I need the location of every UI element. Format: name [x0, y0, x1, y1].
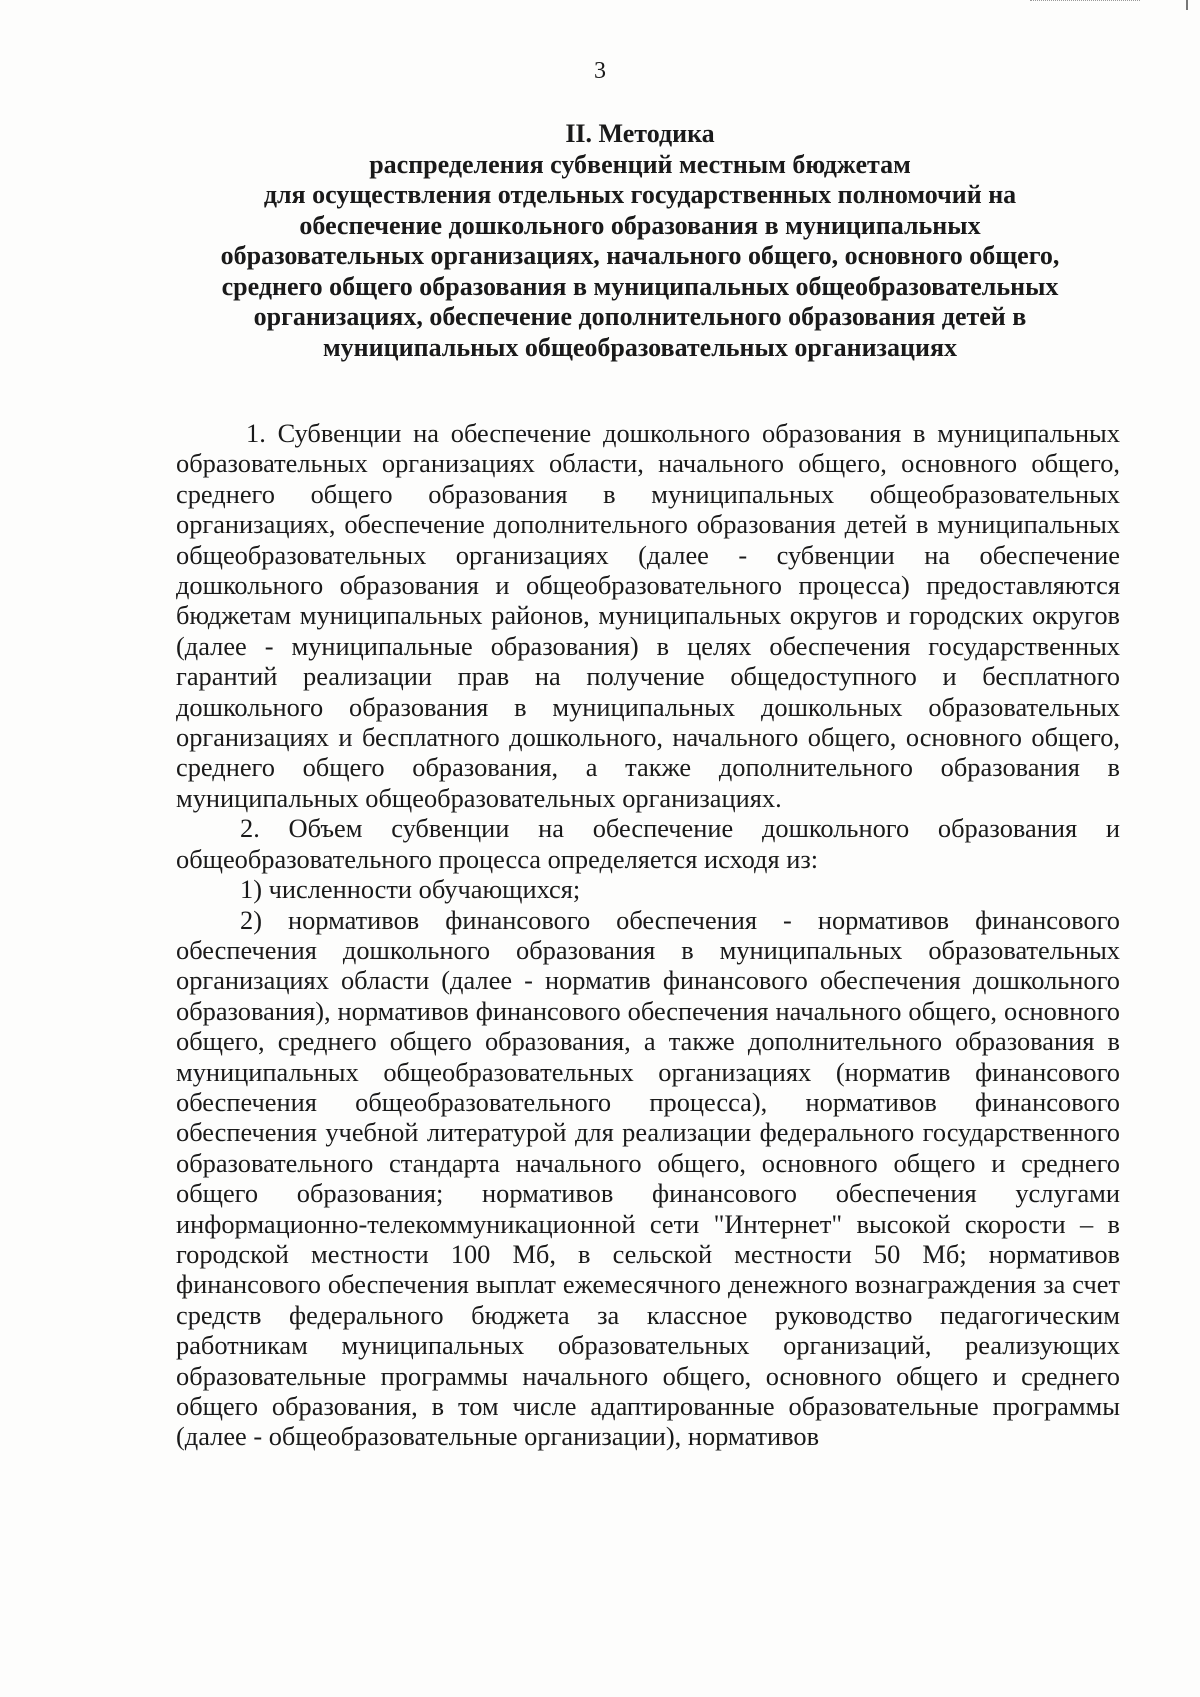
scan-artifact-tick [1186, 0, 1188, 10]
page-number: 3 [594, 58, 606, 84]
heading-line: обеспечение дошкольного образования в муниципальных [299, 210, 981, 240]
heading-line: для осуществления отдельных государственных полномочий на [263, 180, 1017, 209]
heading-line: среднего общего образования в муниципальных общеобразовательных [221, 271, 1059, 301]
heading-line: образовательных организациях, начального общего, основного общего, [220, 241, 1060, 270]
document-body [176, 418, 1120, 1452]
heading-line: муниципальных общеобразовательных организациях [322, 332, 958, 362]
list-item-1: 1) численности обучающихся; [240, 874, 581, 905]
paragraph-1: 1. Субвенции на обеспечение дошкольного образования в муниципальных образовательных организациях области, начального общего, основного общего, среднего общего образования в муниципальных общеобразовательных организациях, обеспечение дополнительного образования детей в муниципальных общеобразовательных организациях (далее - субвенции на обеспечение дошкольного образования и общеобразовательного процесса) предоставляются бюджетам муниципальных районов, муниципальных округов и городских округов (далее - муниципальные образования) в целях обеспечения государственных гарантий реализации прав на получение общедоступного и бесплатного дошкольного образования в муниципальных дошкольных образовательных организациях и бесплатного дошкольного, начального общего, основного общего, среднего общего образования, а также дополнительного образования в муниципальных общеобразовательных организациях. [176, 418, 1120, 813]
heading-line: организациях, обеспечение дополнительного образования детей в [253, 302, 1027, 331]
section-heading [160, 119, 1120, 363]
heading-line: распределения субвенций местным бюджетам [369, 149, 911, 179]
paragraph-2: 2. Объем субвенции на обеспечение дошкольного образования и общеобразовательного процесса определяется исходя из: [176, 813, 1120, 874]
list-item-2: 2) нормативов финансового обеспечения - нормативов финансового обеспечения дошкольного образования в муниципальных образовательных организациях области (далее - норматив финансового обеспечения дошкольного образования), нормативов финансового обеспечения начального общего, основного общего, среднего общего образования, а также дополнительного образования в муниципальных общеобразовательных организациях (норматив финансового обеспечения общеобразовательного процесса), нормативов финансового обеспечения учебной литературой для реализации федерального государственного образовательного стандарта начального общего, основного общего и среднего общего образования; нормативов финансового обеспечения услугами информационно-телекоммуникационной сети "Интернет" высокой скорости – в городской местности 100 Мб, в сельской местности 50 Мб; нормативов финансового обеспечения выплат ежемесячного денежного вознаграждения за счет средств федерального бюджета за классное руководство педагогическим работникам муниципальных образовательных организаций, реализующих образовательные программы начального общего, основного общего и среднего общего образования, в том числе адаптированные образовательные программы (далее - общеобразовательные организации), нормативов [176, 904, 1120, 1452]
heading-line: II. Методика [565, 119, 715, 148]
scan-artifact [1030, 0, 1140, 4]
